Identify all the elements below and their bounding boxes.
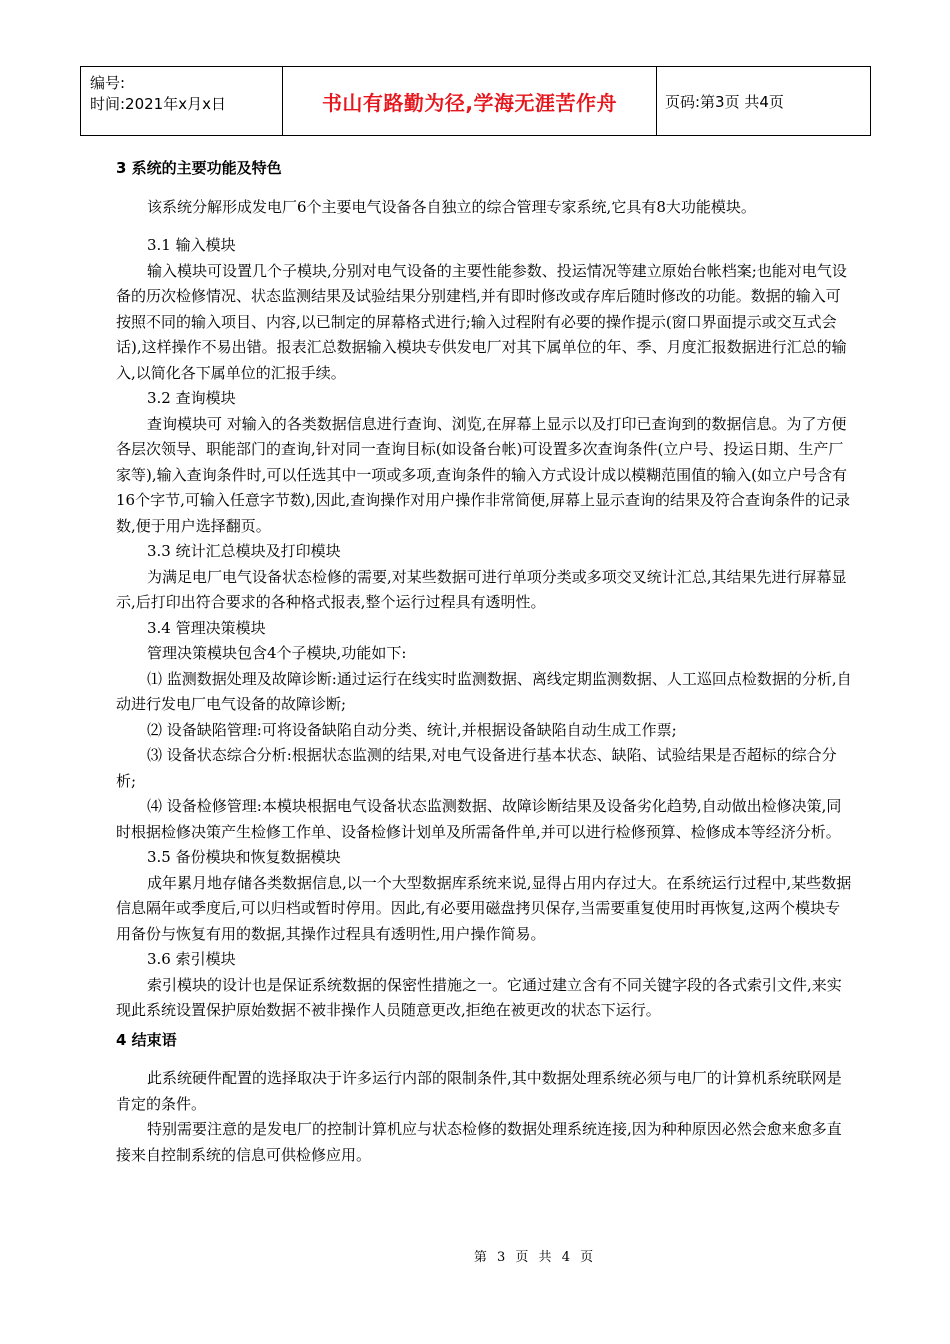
- section-title-4: 4 结束语: [116, 1030, 177, 1049]
- page-footer: 第 3 页 共 4 页: [473, 1250, 597, 1265]
- document-body: [116, 152, 852, 1168]
- list-item-3-4-2: ⑵ 设备缺陷管理:可将设备缺陷自动分类、统计,并根据设备缺陷自动生成工作票;: [147, 720, 677, 739]
- subsection-title-3-2: 3.2 查询模块: [147, 389, 236, 407]
- paragraph-3-1: 输入模块可设置几个子模块,分别对电气设备的主要性能参数、投运情况等建立原始台帐档案;也能对电气设备的历次检修情况、状态监测结果及试验结果分别建档,并有即时修改或存库后随时修改的功能。数据的输入可按照不同的输入项目、内容,以已制定的屏幕格式进行;输入过程附有必要的操作提示(窗口界面提示或交互式会话),这样操作不易出错。报表汇总数据输入模块专供发电厂对其下属单位的年、季、月度汇报数据进行汇总的输入,以简化各下属单位的汇报手续。: [116, 261, 847, 382]
- subsection-title-3-4: 3.4 管理决策模块: [147, 618, 266, 637]
- subsection-title-3-3: 3.3 统计汇总模块及打印模块: [147, 542, 341, 560]
- time-label: 时间:2021年x月x日: [90, 95, 226, 113]
- list-item-3-4-1: ⑴ 监测数据处理及故障诊断:通过运行在线实时监测数据、离线定期监测数据、人工巡回点检数据的分析,自动进行发电厂电气设备的故障诊断;: [116, 669, 852, 713]
- paragraph-3-5: 成年累月地存储各类数据信息,以一个大型数据库系统来说,显得占用内存过大。在系统运行过程中,某些数据信息隔年或季度后,可以归档或暂时停用。因此,有必要用磁盘拷贝保存,当需要重复使用时再恢复,这两个模块专用备份与恢复有用的数据,其操作过程具有透明性,用户操作简易。: [116, 873, 852, 943]
- paragraph-4-1: 此系统硬件配置的选择取决于许多运行内部的限制条件,其中数据处理系统必须与电厂的计算机系统联网是肯定的条件。: [116, 1069, 842, 1113]
- section3-intro: 该系统分解形成发电厂6个主要电气设备各自独立的综合管理专家系统,它具有8大功能模块。: [147, 197, 756, 216]
- paragraph-3-2: 查询模块可 对输入的各类数据信息进行查询、浏览,在屏幕上显示以及打印已查询到的数据信息。为了方便各层次领导、职能部门的查询,针对同一查询目标(如设备台帐)可设置多次查询条件(立户号、投运日期、生产厂家等),输入查询条件时,可以任选其中一项或多项,查询条件的输入方式设计成以模糊范围值的输入(如立户号含有16个字节,可输入任意字节数),因此,查询操作对用户操作非常简便,屏幕上显示查询的结果及符合查询条件的记录数,便于用户选择翻页。: [116, 414, 851, 535]
- paragraph-3-6: 索引模块的设计也是保证系统数据的保密性措施之一。它通过建立含有不同关键字段的各式索引文件,来实现此系统设置保护原始数据不被非操作人员随意更改,拒绝在被更改的状态下运行。: [116, 975, 842, 1019]
- header-meta: [81, 67, 283, 135]
- page-header: [80, 66, 871, 136]
- paragraph-3-4-intro: 管理决策模块包含4个子模块,功能如下:: [147, 644, 407, 662]
- header-page-label: 页码:第3页 共4页: [665, 92, 784, 111]
- header-motto: 书山有路勤为径,学海无涯苦作舟: [283, 67, 657, 135]
- paragraph-4-2: 特别需要注意的是发电厂的控制计算机应与状态检修的数据处理系统连接,因为种种原因必然会愈来愈多直接来自控制系统的信息可供检修应用。: [116, 1120, 842, 1164]
- paragraph-3-3: 为满足电厂电气设备状态检修的需要,对某些数据可进行单项分类或多项交叉统计汇总,其结果先进行屏幕显示,后打印出符合要求的各种格式报表,整个运行过程具有透明性。: [116, 567, 847, 611]
- subsection-title-3-6: 3.6 索引模块: [147, 950, 236, 968]
- section-title-3: 3 系统的主要功能及特色: [116, 159, 282, 177]
- subsection-title-3-1: 3.1 输入模块: [147, 236, 236, 254]
- number-label: 编号:: [90, 74, 126, 92]
- list-item-3-4-4: ⑷ 设备检修管理:本模块根据电气设备状态监测数据、故障诊断结果及设备劣化趋势,自动做出检修决策,同时根据检修决策产生检修工作单、设备检修计划单及所需备件单,并可以进行检修预算、检修成本等经济分析。: [116, 797, 842, 841]
- subsection-title-3-5: 3.5 备份模块和恢复数据模块: [147, 848, 341, 866]
- list-item-3-4-3: ⑶ 设备状态综合分析:根据状态监测的结果,对电气设备进行基本状态、缺陷、试验结果是否超标的综合分析;: [116, 746, 837, 790]
